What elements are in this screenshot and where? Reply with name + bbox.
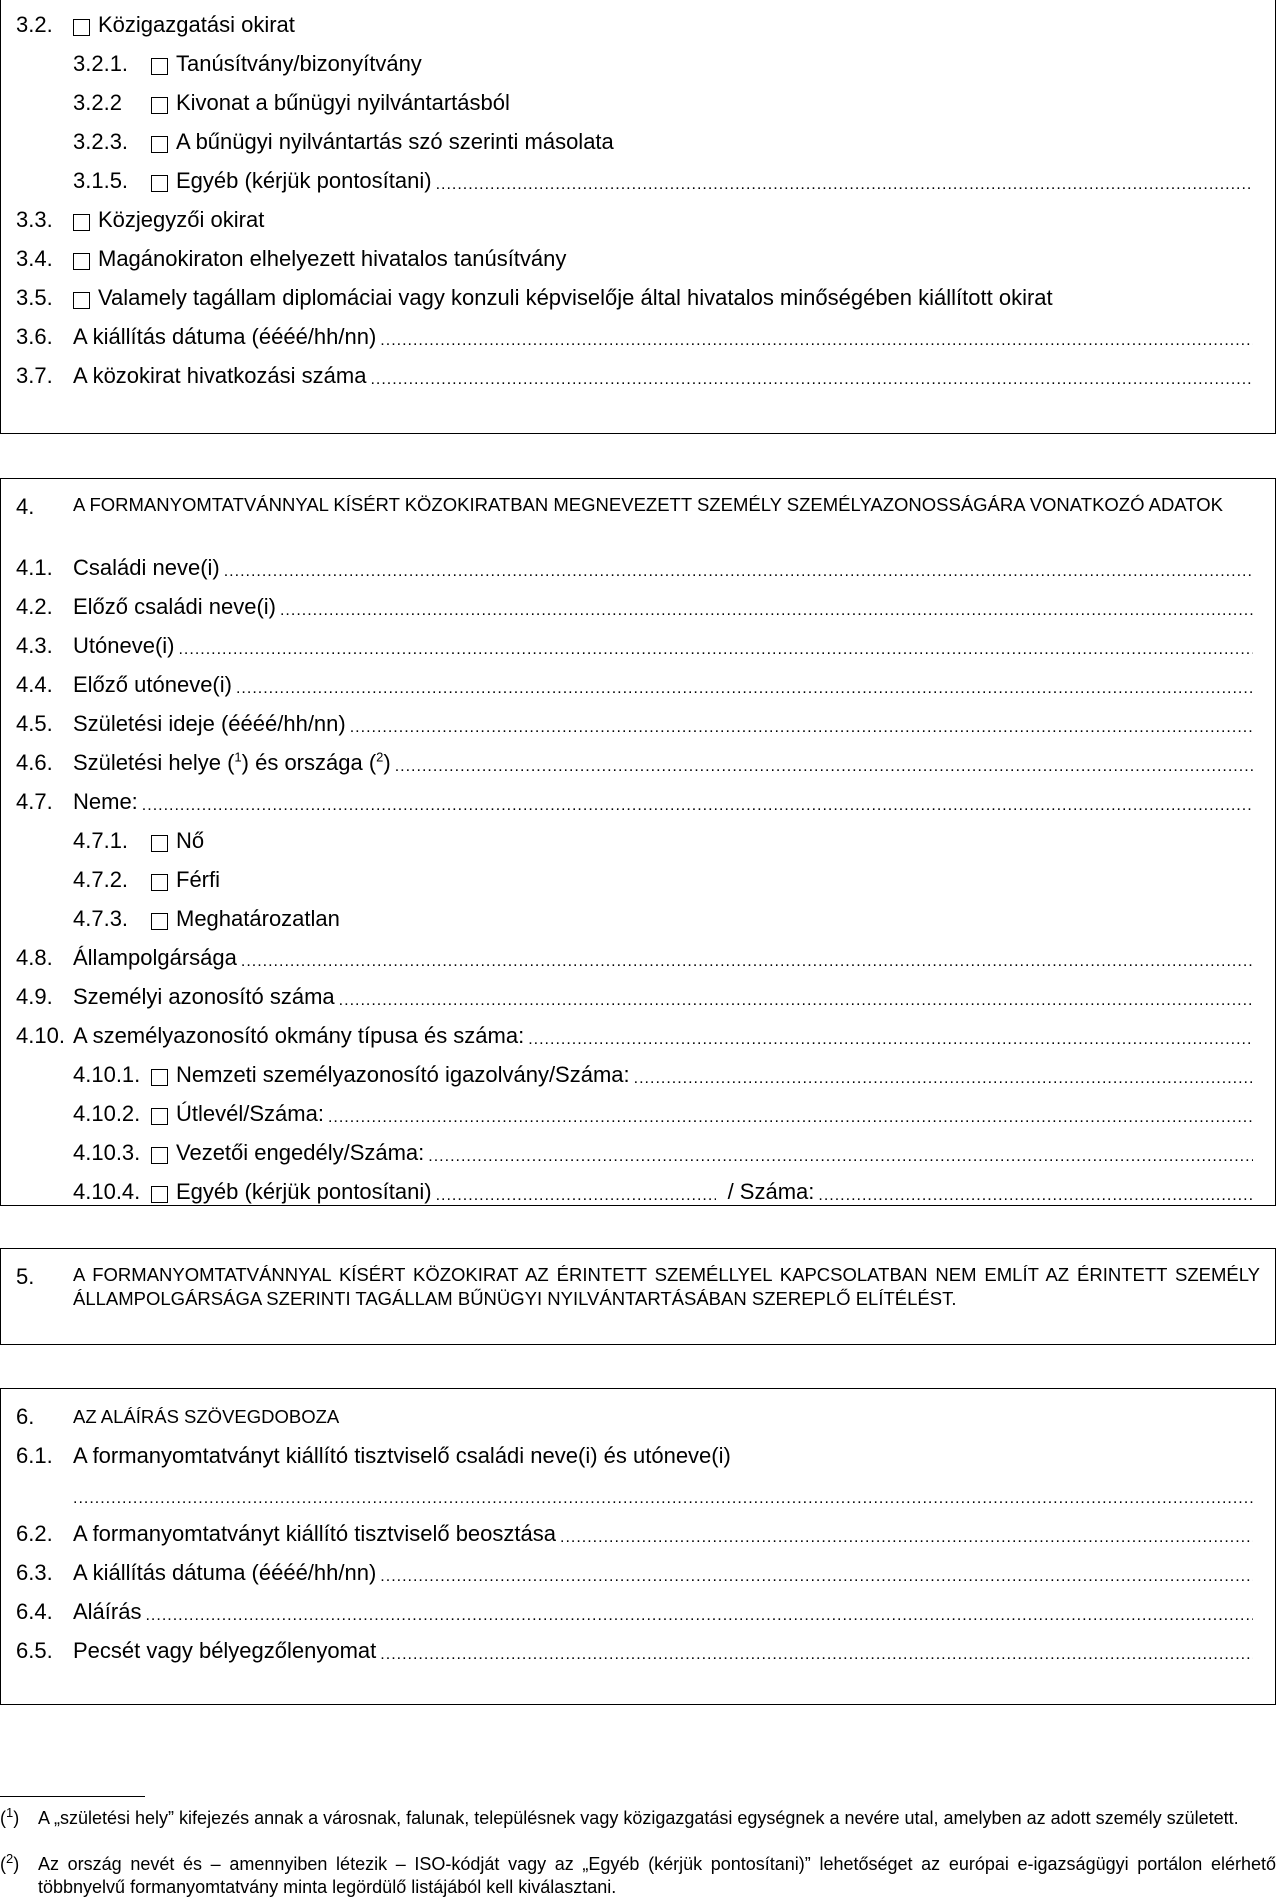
fill-in-line-szemelyi-igazolvany[interactable]	[634, 1070, 1253, 1088]
item-number: 6.5.	[16, 1638, 53, 1663]
item-number: 6.1.	[16, 1443, 53, 1468]
row-6-1	[1, 1439, 1253, 1469]
item-label: A bűnügyi nyilvántartás szó szerinti másolata	[176, 129, 614, 154]
item-label: Születési ideje (éééé/hh/nn)	[73, 711, 346, 736]
row-4-5	[1, 707, 1253, 737]
fill-in-line-alairas[interactable]	[145, 1607, 1253, 1625]
section-heading: A FORMANYOMTATVÁNNYAL KÍSÉRT KÖZOKIRAT AZ ÉRINTETT SZEMÉLLYEL KAPCSOLATBAN NEM EMLÍT AZ ÉRINTETT SZEMÉLY ÁLLAMPOLGÁRSÁGA SZERINTI TAGÁLLAM BŰNÜGYI NYILVÁNTARTÁSÁBAN SZEREPLŐ ELÍTÉLÉST.	[73, 1264, 1260, 1309]
row-4-10-1	[1, 1058, 1253, 1088]
item-number: 3.2.1.	[73, 51, 129, 76]
footnote-text: Az ország nevét és – amennyiben létezik – ISO-kódját vagy az „Egyéb (kérjük pontosítani)” lehetőséget az európai e-igazságügyi portálon elérhető többnyelvű formanyomtatvány minta legördülő listájából kell kiválasztani.	[38, 1854, 1276, 1897]
item-number: 4.7.1.	[73, 828, 129, 853]
fill-in-line-utlevel[interactable]	[328, 1109, 1253, 1127]
fill-in-line-csaladi-nev[interactable]	[224, 563, 1253, 581]
fill-in-line-egyeb-okmany[interactable]	[436, 1187, 716, 1205]
item-label: Közigazgatási okirat	[98, 12, 295, 37]
row-4-6	[1, 746, 1253, 776]
row-4-10	[1, 1019, 1253, 1049]
item-number: 6.2.	[16, 1521, 53, 1546]
fill-in-line-neme[interactable]	[142, 797, 1253, 815]
fill-in-line-szemelyi-azonosito[interactable]	[339, 992, 1253, 1010]
fill-in-line-egyeb-okmany-szama[interactable]	[818, 1187, 1253, 1205]
section-heading: AZ ALÁÍRÁS SZÖVEGDOBOZA	[73, 1406, 340, 1427]
item-label: Valamely tagállam diplomáciai vagy konzuli képviselője által hivatalos minőségében kiállított okirat	[98, 285, 1053, 310]
section-5-box	[0, 1248, 1276, 1345]
item-number: 4.7.2.	[73, 867, 129, 892]
item-label: A közokirat hivatkozási száma	[73, 363, 367, 388]
row-4-10-2	[1, 1097, 1253, 1127]
section-6-box	[0, 1388, 1276, 1705]
checkbox-no[interactable]	[151, 835, 168, 852]
item-label: Aláírás	[73, 1599, 142, 1624]
item-number: 4.10.1.	[73, 1062, 141, 1087]
footnote-ref-2[interactable]: 2	[376, 749, 384, 765]
row-4-8	[1, 941, 1253, 971]
checkbox-meghatarozatlan[interactable]	[151, 913, 168, 930]
row-4-7-3	[1, 902, 1253, 932]
item-number: 4.7.	[16, 789, 53, 814]
item-label: Tanúsítvány/bizonyítvány	[176, 51, 422, 76]
row-4-10-3	[1, 1136, 1253, 1166]
row-4-7-2	[1, 863, 1253, 893]
item-number: 4.7.3.	[73, 906, 129, 931]
item-label: Családi neve(i)	[73, 555, 220, 580]
item-label: Nő	[176, 828, 205, 853]
footnote-separator	[0, 1796, 145, 1797]
checkbox-ferfi[interactable]	[151, 874, 168, 891]
fill-in-line-okmany[interactable]	[528, 1031, 1253, 1049]
checkbox-kozigazgatasi-okirat[interactable]	[73, 19, 90, 36]
checkbox-kivonat[interactable]	[151, 97, 168, 114]
item-label: Neme:	[73, 789, 138, 814]
item-label: Állampolgársága	[73, 945, 237, 970]
item-number: 3.5.	[16, 285, 53, 310]
footnote-ref-1[interactable]: 1	[234, 749, 242, 765]
item-number: 3.2.2	[73, 90, 122, 115]
row-3-2-2	[1, 86, 1253, 116]
item-number: 4.6.	[16, 750, 53, 775]
item-label: Útlevél/Száma:	[176, 1101, 324, 1126]
row-3-7	[1, 359, 1253, 389]
footnote-text: A „születési hely” kifejezés annak a városnak, falunak, településnek vagy közigazgatási egységnek a nevére utal, amelyben az adott személy született.	[38, 1808, 1239, 1828]
item-number: 4.10.4.	[73, 1179, 141, 1204]
checkbox-diplomaciai-okirat[interactable]	[73, 292, 90, 309]
fill-in-line-kiallitas-datuma[interactable]	[380, 332, 1253, 350]
item-number: 6.4.	[16, 1599, 53, 1624]
item-number: 4.10.	[16, 1023, 65, 1048]
section-number: 5.	[16, 1264, 35, 1289]
item-label: Vezetői engedély/Száma:	[176, 1140, 425, 1165]
item-label: Meghatározatlan	[176, 906, 340, 931]
item-label: Utóneve(i)	[73, 633, 175, 658]
row-3-2	[1, 8, 1253, 38]
footnote-2	[0, 1853, 1276, 1899]
item-label: Közjegyzői okirat	[98, 207, 265, 232]
item-number: 4.10.2.	[73, 1101, 141, 1126]
fill-in-line-elozo-csaladi-nev[interactable]	[280, 602, 1253, 620]
row-6-2	[1, 1517, 1253, 1547]
section-number: 4.	[16, 494, 35, 519]
row-4-4	[1, 668, 1253, 698]
item-label: Férfi	[176, 867, 220, 892]
item-label: Előző utóneve(i)	[73, 672, 232, 697]
checkbox-maganokirat[interactable]	[73, 253, 90, 270]
item-label: A kiállítás dátuma (éééé/hh/nn)	[73, 1560, 377, 1585]
checkbox-egyeb-okmany[interactable]	[151, 1186, 168, 1203]
row-4-2	[1, 590, 1253, 620]
checkbox-utlevel[interactable]	[151, 1108, 168, 1125]
row-3-5	[1, 281, 1253, 311]
item-label: Nemzeti személyazonosító igazolvány/Száma:	[176, 1062, 630, 1087]
row-3-1-5	[1, 164, 1253, 194]
fill-in-line-szuletesi-ido[interactable]	[350, 719, 1253, 737]
item-number: 4.3.	[16, 633, 53, 658]
row-6-3	[1, 1556, 1253, 1586]
footnote-1	[0, 1807, 1276, 1830]
item-number: 4.10.3.	[73, 1140, 141, 1165]
fill-in-line-allampolgarsag[interactable]	[241, 953, 1253, 971]
item-number: 3.2.3.	[73, 129, 129, 154]
checkbox-szemelyi-igazolvany[interactable]	[151, 1069, 168, 1086]
checkbox-egyeb[interactable]	[151, 175, 168, 192]
item-number: 3.2.	[16, 12, 53, 37]
item-label: Születési helye ($^1$) és országa ($^2$)	[73, 749, 391, 775]
row-3-4	[1, 242, 1253, 272]
item-number: 3.3.	[16, 207, 53, 232]
item-label: Pecsét vagy bélyegzőlenyomat	[73, 1638, 377, 1663]
fill-in-line-pecset[interactable]	[380, 1646, 1253, 1664]
row-4-7	[1, 785, 1253, 815]
row-3-3	[1, 203, 1253, 233]
item-label: A formanyomtatványt kiállító tisztviselő családi neve(i) és utóneve(i)	[73, 1443, 731, 1468]
checkbox-vezetoi-engedely[interactable]	[151, 1147, 168, 1164]
row-3-2-1	[1, 47, 1253, 77]
item-label: A személyazonosító okmány típusa és száma:	[73, 1023, 525, 1048]
item-label: A formanyomtatványt kiállító tisztviselő beosztása	[73, 1521, 556, 1546]
row-4-7-1	[1, 824, 1253, 854]
item-label: A kiállítás dátuma (éééé/hh/nn)	[73, 324, 377, 349]
row-4-1	[1, 551, 1253, 581]
row-6-5	[1, 1634, 1253, 1664]
fill-in-line-szuletesi-hely[interactable]	[395, 758, 1253, 776]
footnote-mark: ($^2$)	[0, 1851, 20, 1874]
footnote-mark: ($^1$)	[0, 1805, 20, 1828]
fill-in-line-tisztviselo-neve[interactable]	[73, 1490, 1253, 1508]
item-label: Előző családi neve(i)	[73, 594, 276, 619]
section-heading: A FORMANYOMTATVÁNNYAL KÍSÉRT KÖZOKIRATBAN MEGNEVEZETT SZEMÉLY SZEMÉLYAZONOSSÁGÁRA VONATKOZÓ ADATOK	[73, 494, 1223, 515]
row-3-6	[1, 320, 1253, 350]
row-4-9	[1, 980, 1253, 1010]
checkbox-tanusitvany[interactable]	[151, 58, 168, 75]
item-number: 4.8.	[16, 945, 53, 970]
checkbox-kozjegyzoi-okirat[interactable]	[73, 214, 90, 231]
row-6-1-line	[73, 1478, 1253, 1508]
fill-in-line-egyeb[interactable]	[436, 176, 1253, 194]
item-number: 4.1.	[16, 555, 53, 580]
item-label: Személyi azonosító száma	[73, 984, 335, 1009]
row-4-10-4	[1, 1175, 1253, 1205]
item-number: 3.6.	[16, 324, 53, 349]
fill-in-line-hivatkozasi-szam[interactable]	[370, 371, 1253, 389]
section-4-box	[0, 478, 1276, 1206]
row-3-2-3	[1, 125, 1253, 155]
item-number: 3.4.	[16, 246, 53, 271]
item-label: Egyéb (kérjük pontosítani)	[176, 168, 432, 193]
item-label: Egyéb (kérjük pontosítani)	[176, 1179, 432, 1204]
item-label-szama: / Száma:	[727, 1179, 815, 1204]
item-number: 3.7.	[16, 363, 53, 388]
item-number: 4.9.	[16, 984, 53, 1009]
row-4-3	[1, 629, 1253, 659]
section-number: 6.	[16, 1404, 35, 1429]
item-label: Magánokiraton elhelyezett hivatalos tanúsítvány	[98, 246, 567, 271]
fill-in-line-utonev[interactable]	[178, 641, 1253, 659]
fill-in-line-vezetoi-engedely[interactable]	[428, 1148, 1253, 1166]
item-number: 4.2.	[16, 594, 53, 619]
item-number: 4.4.	[16, 672, 53, 697]
checkbox-szo-szerinti-masolat[interactable]	[151, 136, 168, 153]
fill-in-line-kiallitas-datuma-6[interactable]	[380, 1568, 1253, 1586]
item-number: 3.1.5.	[73, 168, 129, 193]
item-label: Kivonat a bűnügyi nyilvántartásból	[176, 90, 510, 115]
fill-in-line-elozo-utonev[interactable]	[236, 680, 1253, 698]
row-6-4	[1, 1595, 1253, 1625]
section-3-box	[0, 0, 1276, 434]
fill-in-line-beosztas[interactable]	[560, 1529, 1253, 1547]
item-number: 6.3.	[16, 1560, 53, 1585]
item-number: 4.5.	[16, 711, 53, 736]
